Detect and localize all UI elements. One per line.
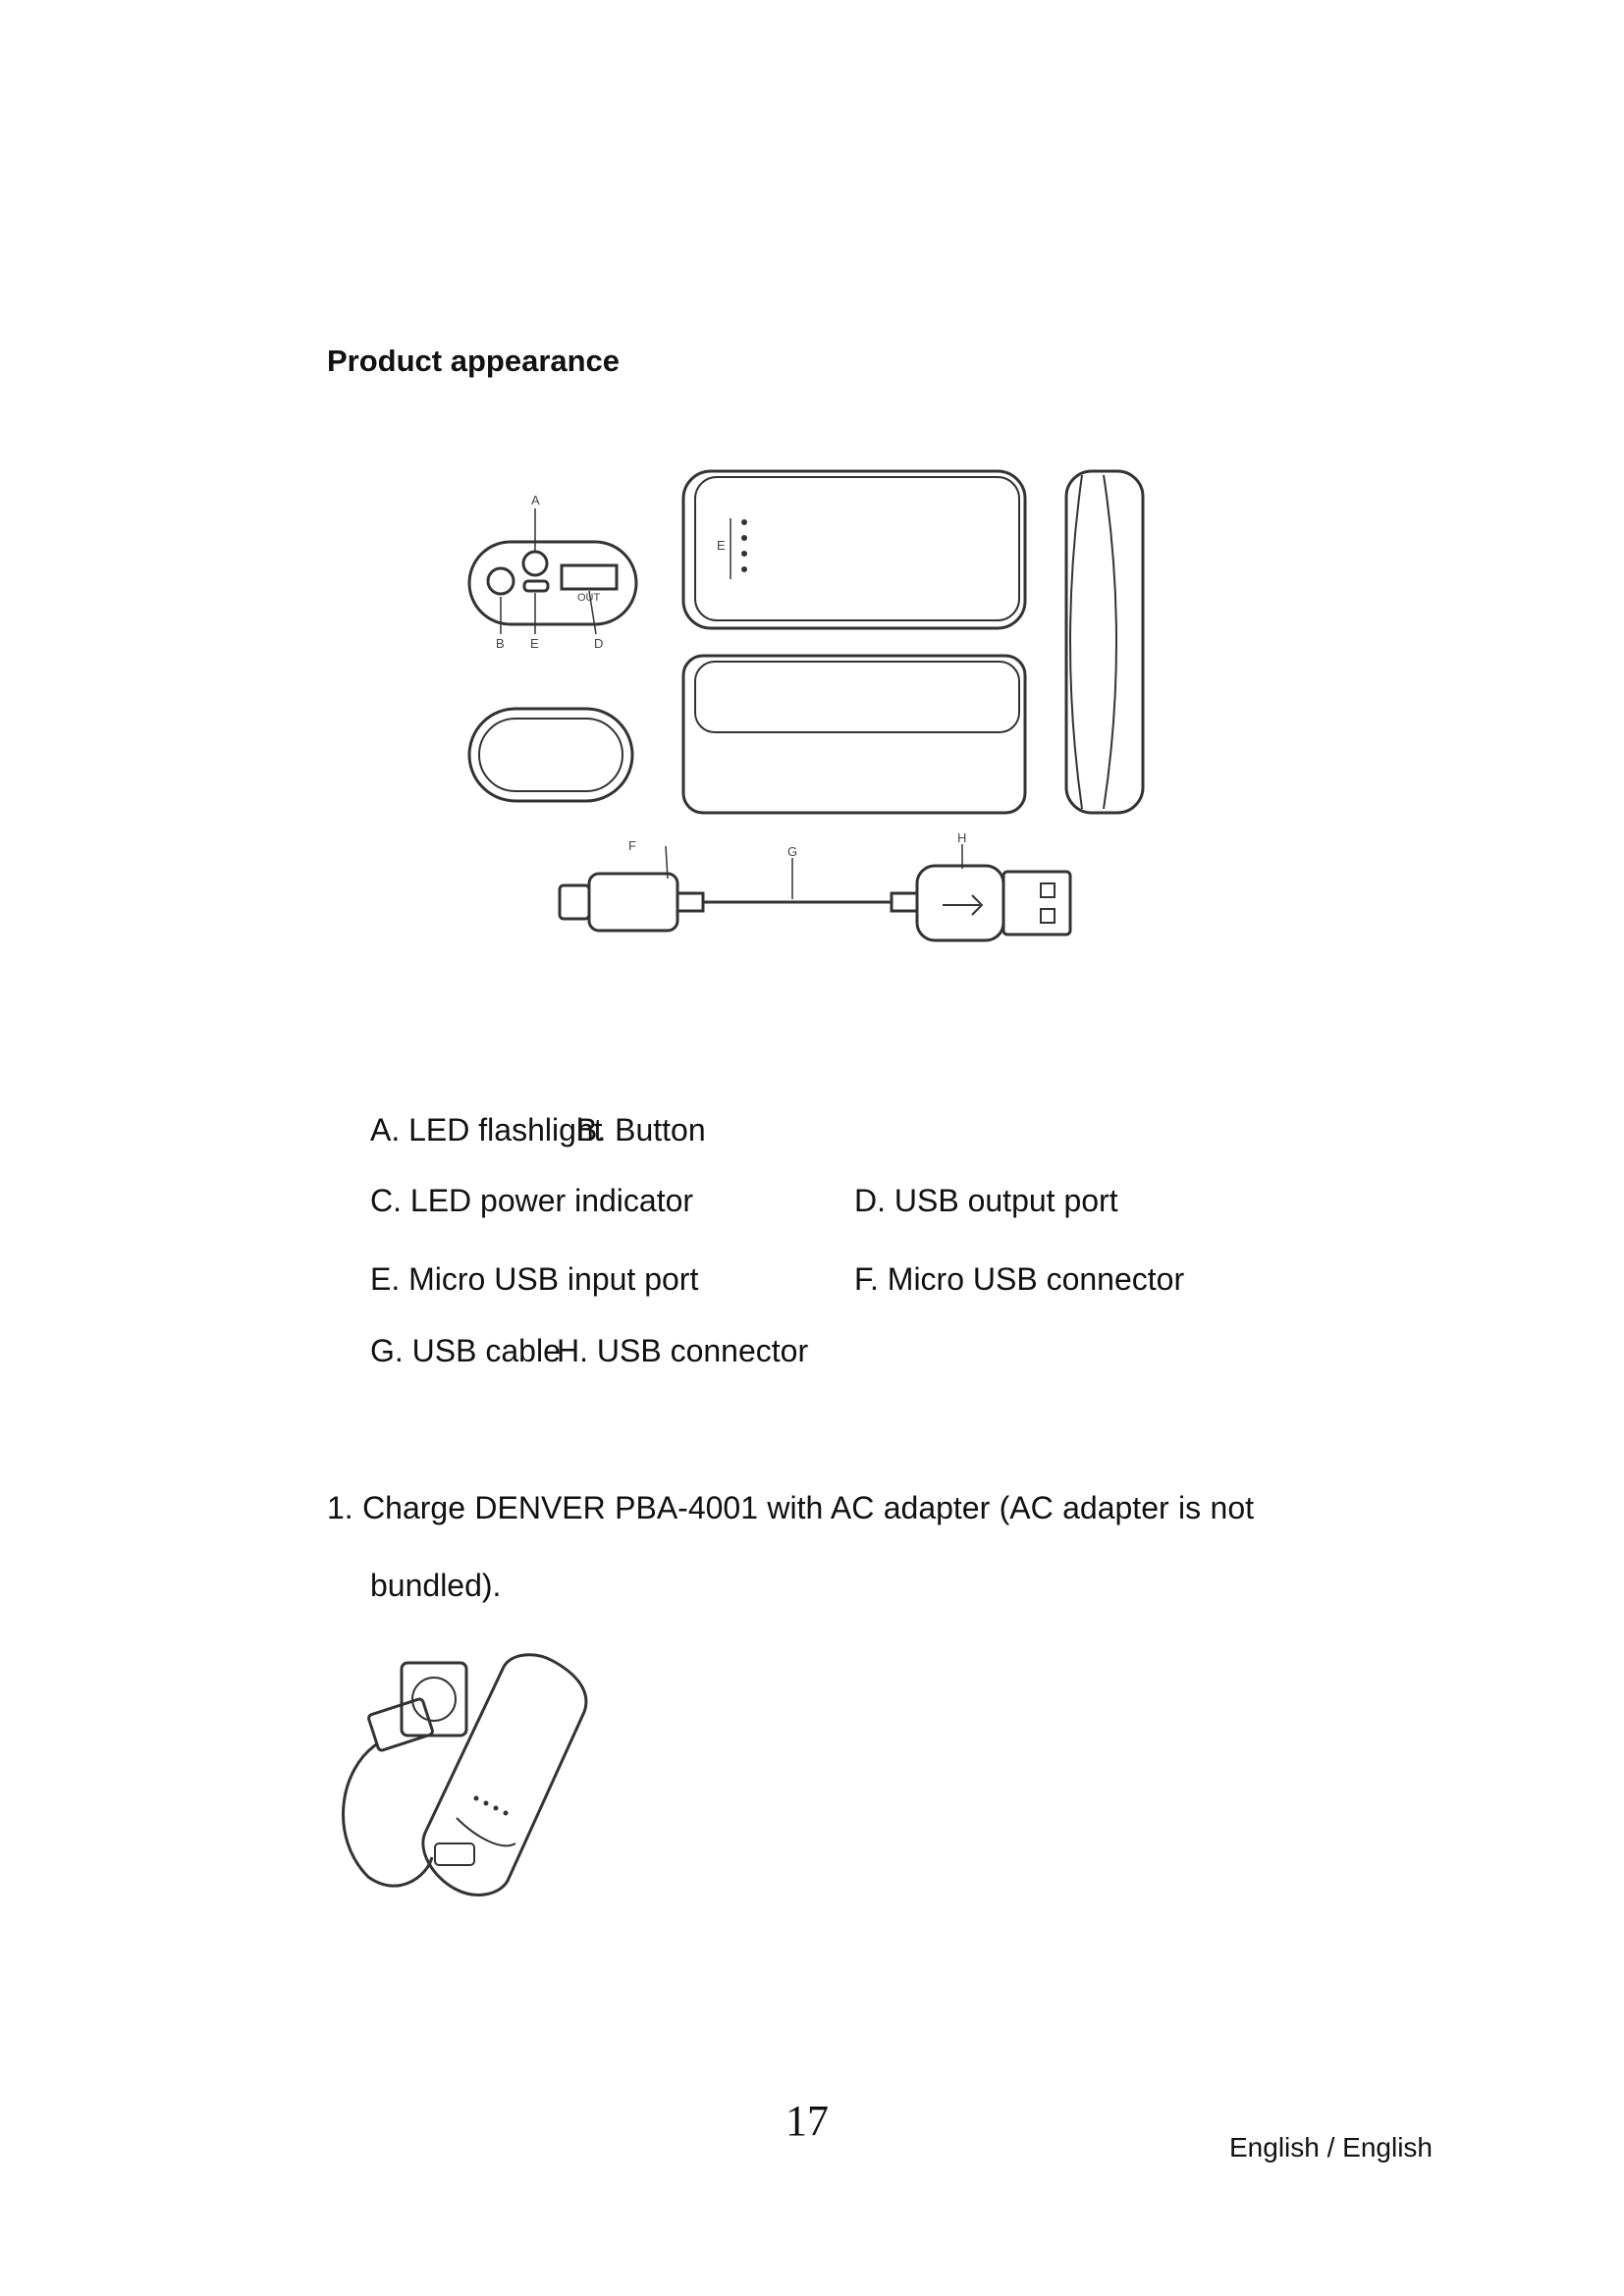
micro-usb-body (589, 874, 677, 931)
step-1-text: 1. Charge DENVER PBA-4001 with AC adapter (AC adapter is not (327, 1490, 1254, 1525)
button-circle (488, 568, 514, 594)
power-bank (423, 1655, 586, 1896)
legend-c: C. LED power indicator (370, 1183, 694, 1218)
port-label: OUT (577, 592, 601, 604)
language-label: English / English (1229, 2132, 1434, 2163)
micro-usb-slot (524, 581, 548, 591)
legend-h: H. USB connector (557, 1333, 809, 1368)
top-view-outline (683, 471, 1025, 628)
callout-b: B (496, 636, 505, 651)
charging-cable (344, 1743, 432, 1886)
bottom-view-outline (683, 656, 1025, 813)
back-view-outline (469, 709, 632, 801)
micro-usb-plug (560, 885, 589, 919)
callout-d: D (594, 636, 604, 651)
callout-a: A (531, 493, 540, 507)
callout-e-side: E (717, 538, 726, 553)
legend-g: G. USB cable (370, 1333, 561, 1368)
flashlight-circle (523, 552, 547, 575)
usb-plug-tip (1003, 872, 1070, 934)
step-1-continuation: bundled). (370, 1568, 502, 1603)
legend-a: A. LED flashlight (370, 1112, 603, 1148)
legend-b: B. Button (576, 1112, 706, 1148)
usb-output-slot (562, 565, 617, 589)
callout-e-front: E (530, 636, 539, 651)
charging-illustration (329, 1641, 633, 1916)
legend-f: F. Micro USB connector (854, 1261, 1185, 1297)
legend-e: E. Micro USB input port (370, 1261, 699, 1297)
callout-g: G (787, 844, 798, 859)
usb-plug-body (917, 866, 1003, 940)
section-heading: Product appearance (327, 344, 621, 378)
page-number: 17 (785, 2097, 829, 2145)
product-diagram (452, 432, 1218, 1021)
end-view-outline (469, 542, 636, 624)
callout-f: F (628, 838, 636, 853)
legend-d: D. USB output port (854, 1183, 1118, 1218)
profile-view-outline (1066, 471, 1143, 813)
callout-h: H (957, 830, 967, 845)
wall-socket (402, 1663, 466, 1735)
